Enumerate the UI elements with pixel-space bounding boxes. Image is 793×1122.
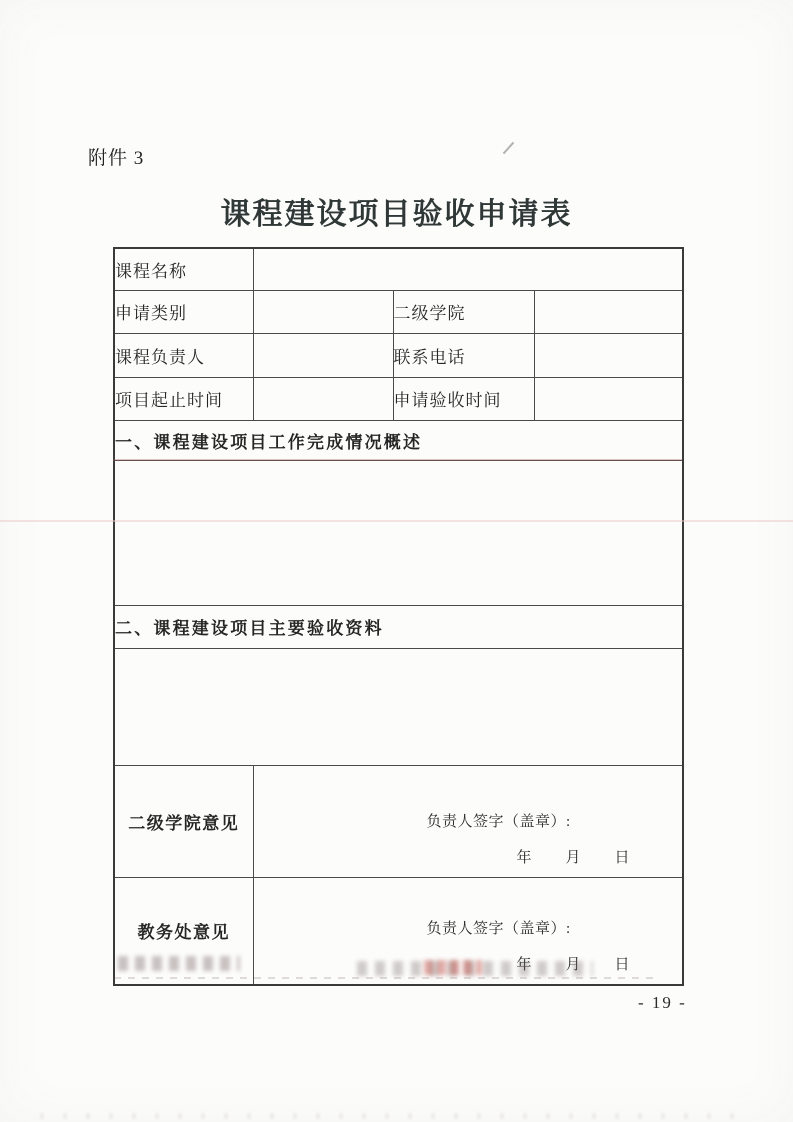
college-opinion-signature-area [254, 810, 683, 877]
section-two-content-cell [114, 648, 683, 765]
course-name-label: 课程名称 [114, 248, 253, 290]
academic-affairs-date-day: 日 [614, 957, 630, 973]
course-name-value-cell [253, 248, 683, 290]
academic-affairs-date-year: 年 [516, 957, 532, 973]
acceptance-request-time-label: 申请验收时间 [393, 377, 534, 420]
section-two-heading: 二、课程建设项目主要验收资料 [114, 605, 683, 648]
section-one-heading: 一、课程建设项目工作完成情况概述 [114, 420, 683, 460]
acceptance-request-time-value-cell [534, 377, 683, 420]
row-section-one-heading [114, 420, 683, 460]
academic-affairs-date-month: 月 [565, 957, 581, 973]
contact-phone-label: 联系电话 [393, 333, 534, 377]
college-opinion-signature-cell [253, 765, 683, 877]
scan-artifact-red-rule [113, 459, 682, 461]
college-date-day: 日 [614, 849, 630, 866]
row-section-one-body [114, 460, 683, 605]
college-date-month: 月 [565, 849, 581, 866]
academic-affairs-signature-label: 负责人签字（盖章）: [426, 921, 571, 937]
course-leader-label: 课程负责人 [114, 333, 253, 377]
bleed-through-dashed-line [114, 977, 654, 979]
section-one-content-cell [114, 460, 683, 605]
attachment-label: 附件 3 [88, 148, 145, 169]
bleed-through-red-stamp [424, 960, 482, 975]
application-form-table [113, 247, 684, 986]
row-category-college [114, 290, 683, 333]
row-course-name [114, 248, 683, 290]
bleed-through-text-left [118, 956, 240, 971]
college-date-line [517, 846, 683, 867]
application-category-label: 申请类别 [114, 290, 253, 333]
application-category-value-cell [253, 290, 393, 333]
row-section-two-heading [114, 605, 683, 648]
project-period-label: 项目起止时间 [114, 377, 253, 420]
row-period-acceptance [114, 377, 683, 420]
college-opinion-label: 二级学院意见 [114, 765, 253, 877]
secondary-college-value-cell [534, 290, 683, 333]
scan-artifact-pink-band [0, 520, 793, 522]
row-leader-phone [114, 333, 683, 377]
college-signature-label: 负责人签字（盖章）: [426, 813, 571, 830]
scan-edge-noise [40, 1113, 740, 1119]
college-date-year: 年 [516, 849, 532, 866]
project-period-value-cell [253, 377, 393, 420]
page-title: 课程建设项目验收申请表 [220, 198, 573, 231]
academic-affairs-opinion-label: 教务处意见 [114, 877, 253, 985]
row-college-opinion [114, 765, 683, 877]
scan-artifact-slash-mark [503, 142, 515, 154]
page-number: - 19 - [638, 993, 687, 1012]
course-leader-value-cell [253, 333, 393, 377]
secondary-college-label: 二级学院 [393, 290, 534, 333]
row-section-two-body [114, 648, 683, 765]
contact-phone-value-cell [534, 333, 683, 377]
